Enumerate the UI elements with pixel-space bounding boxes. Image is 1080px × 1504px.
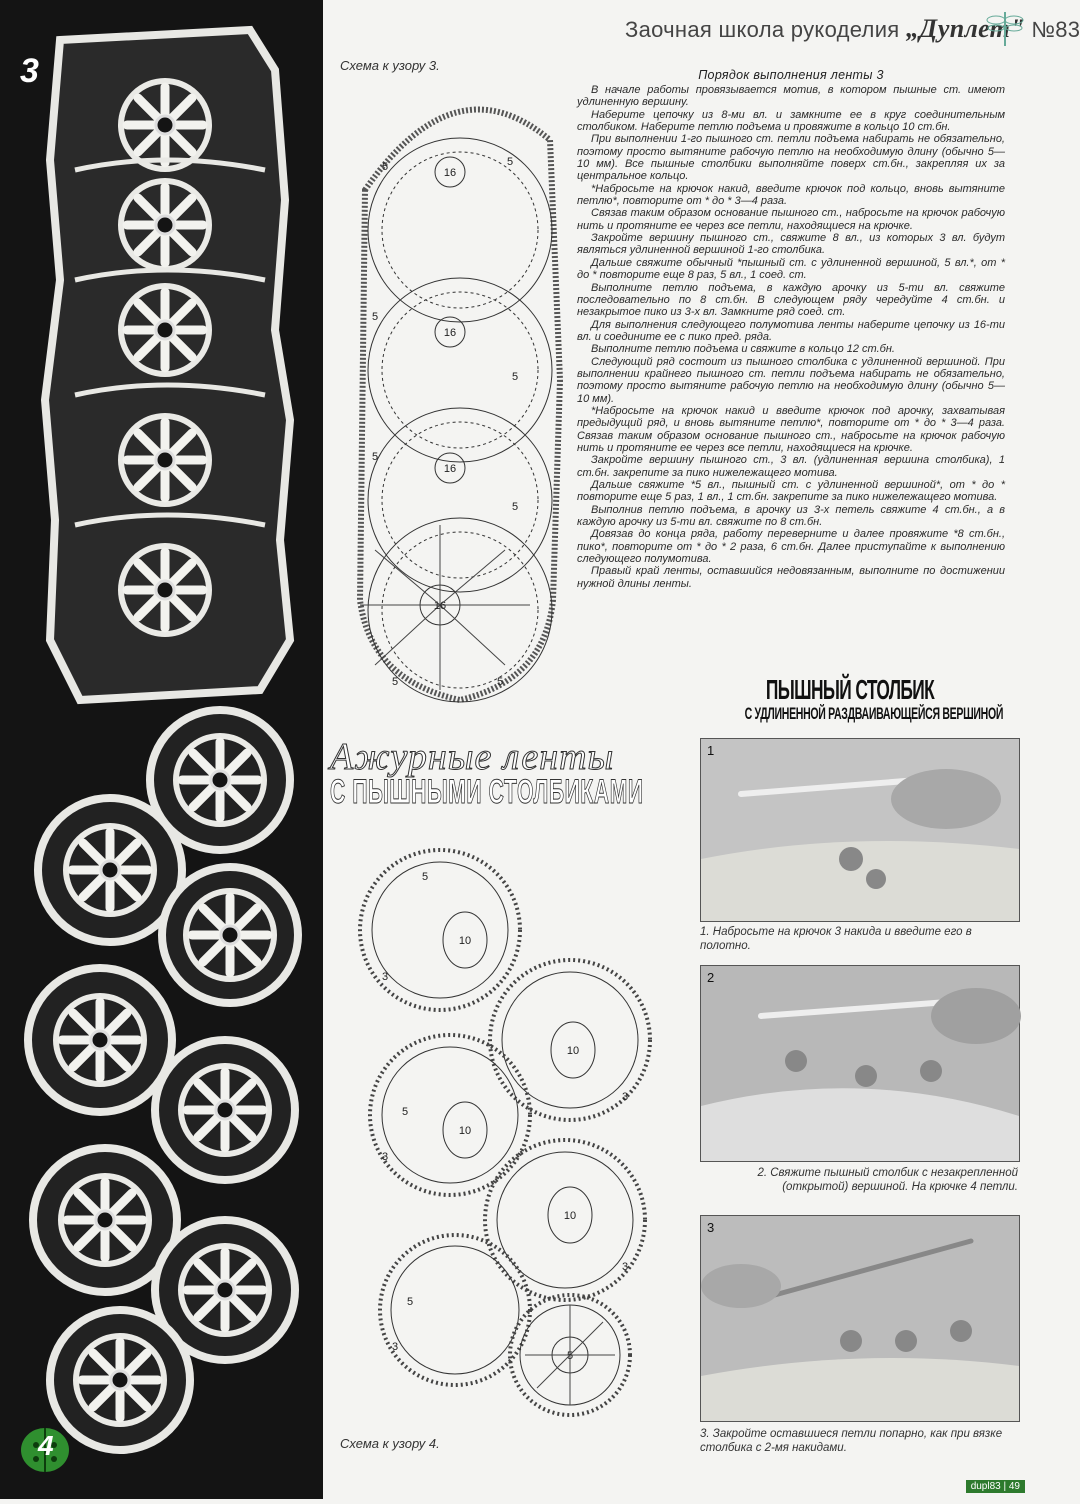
scheme-3-center-2: 16 [443, 327, 457, 339]
step-photo-3 [700, 1215, 1020, 1422]
scheme-3-center-4: 16 [433, 600, 447, 612]
pattern-number-4: 4 [38, 1430, 54, 1461]
scheme-3-center-3: 16 [443, 463, 457, 475]
scheme-4-caption: Схема к узору 4. [340, 1436, 440, 1451]
instr-paragraph: *Набросьте на крючок накид, введите крючок под кольцо, вновь вытяните петлю*, повторите от * до * 3—4 раза. [577, 182, 1005, 208]
scheme-4-small-7: 3 [621, 1261, 629, 1273]
scheme-3-ring-6: 5 [511, 501, 519, 513]
step-photo-2-image [701, 966, 1019, 1161]
step-caption-2: 2. Свяжите пышный столбик с незакрепленной (открытой) вершиной. На крючке 4 петли. [757, 1167, 1018, 1193]
instr-paragraph: Для выполнения следующего полумотива ленты наберите цепочку из 16-ти вл. и соедините ее с пико пред. ряда. [577, 318, 1005, 343]
scheme-3-caption: Схема к узору 3. [340, 58, 440, 73]
scheme-4-small-6: 3 [621, 1091, 629, 1103]
scheme-3-ring-3: 5 [371, 311, 379, 323]
section-title [680, 675, 1020, 723]
scheme-4-center-3: 10 [458, 1125, 472, 1137]
instr-paragraph: Правый край ленты, оставшийся недовязанным, выполните по достижении нужной длины ленты. [577, 565, 1005, 590]
scheme-4-diagram [345, 840, 665, 1425]
step-caption-1: 1. Набросьте на крючок 3 накида и введите его в полотно. [700, 926, 972, 952]
instr-paragraph: Связав таким образом основание пышного ст., набросьте на крючок рабочую нить и протяните ее через все петли, находящиеся на крючке. [577, 207, 1005, 232]
section-title-line1: ПЫШНЫЙ СТОЛБИК [765, 674, 935, 705]
step-caption-3: 3. Закройте оставшиеся петли попарно, как при вязке столбика с 2-мя накидами. [700, 1428, 1003, 1454]
instr-paragraph: Выполнив петлю подъема, в арочку из 3-х петель свяжите 4 ст.бн., а в каждую арочку из 5-ти вл. свяжите по 8 ст.бн. [577, 503, 1005, 529]
scheme-3-ring-2: 5 [506, 156, 514, 168]
scheme-4-small-2: 5 [401, 1106, 409, 1118]
instr-paragraph: Закройте вершину пышного ст., 3 вл. (удлиненная вершина столбика), 1 ст.бн. закрепите за пико нижележащего мотива. [577, 454, 1005, 479]
step-photo-2 [700, 965, 1020, 1162]
instr-paragraph: При выполнении 1-го пышного ст. петли подъема набирать не обязательно, поэтому просто вытяните рабочую петлю на необходимую длину (обычно 5—10 мм). Все пышные столбики выполняйте поверх ст.бн., закрепляя их за центральное кольцо. [577, 133, 1005, 183]
pattern-number-3: 3 [20, 52, 39, 90]
step-photo-3-image [701, 1216, 1019, 1421]
step-number: 1 [707, 743, 715, 758]
page-footer: dupl83 | 49 [966, 1480, 1025, 1493]
scheme-3-diagram [335, 80, 585, 720]
scheme-3-center-1: 16 [443, 167, 457, 179]
scheme-4-small-3: 5 [406, 1296, 414, 1308]
step-number: 2 [707, 970, 715, 985]
scheme-3-ring-1: 5 [381, 161, 389, 173]
scheme-3-ring-7: 5 [391, 676, 399, 688]
scheme-4-center-4: 10 [563, 1210, 577, 1222]
instr-paragraph: Выполните петлю подъема и свяжите в кольцо 12 ст.бн. [591, 343, 895, 356]
header-school: Заочная школа рукоделия [625, 17, 900, 42]
scheme-4-small-1: 5 [421, 871, 429, 883]
instr-paragraph: Дальше свяжите *5 вл., пышный ст. с удлиненной вершиной*, от * до * повторите еще 5 раз, 1 вл., 1 ст.бн. закрепите за пико нижележащего мотива. [577, 479, 1005, 504]
instr-paragraph: Следующий ряд состоит из пышного столбика с удлиненной вершиной. При выполнении крайнего пышного ст. петли подъема набирать не обязательно, поэтому просто вытяните рабочую петлю на необходимую длину (обычно 5—10 мм). [577, 355, 1005, 405]
step-photo-1-image [701, 739, 1019, 921]
scheme-4-center-1: 10 [458, 935, 472, 947]
instr-paragraph: Выполните петлю подъема, в каждую арочку из 5-ти вл. свяжите последовательно по 8 ст.бн. В следующем ряду чередуйте 4 ст.бн. и незакрытое пико из 3-х вл. Замкните ряд соед. ст. [577, 281, 1005, 319]
scheme-4-small-8: 3 [391, 1341, 399, 1353]
instr-paragraph: *Набросьте на крючок накид и введите крючок под арочку, захватывая предыдущий ряд, и вновь вытяните петлю*, повторите от * до * 3—4 раза. Связав таким образом основание пышного ст., набросьте на крючок рабочую нить и протяните ее через все петли, находящиеся на крючке. [577, 404, 1005, 454]
scheme-4-center-5: 5 [566, 1350, 574, 1362]
section-title-line2: С УДЛИНЕННОЙ РАЗДВАИВАЮЩЕЙСЯ ВЕРШИНОЙ [744, 704, 1004, 723]
step-photo-1 [700, 738, 1020, 922]
main-title [330, 735, 695, 812]
instructions-block [577, 68, 1005, 590]
instructions-title: Порядок выполнения ленты 3 [698, 68, 884, 82]
page-header [600, 8, 1080, 48]
scheme-3-ring-4: 5 [371, 451, 379, 463]
scheme-4-small-4: 3 [381, 971, 389, 983]
scheme-3-ring-8: 5 [496, 676, 504, 688]
step-number: 3 [707, 1220, 715, 1235]
main-title-line1: Ажурные ленты [330, 736, 615, 778]
instr-paragraph: Дальше свяжите обычный *пышный ст. с удлиненной вершиной, 5 вл.*, от * до * повторите еще 8 раз, 5 вл., 1 соед. ст. [577, 256, 1005, 282]
lace-photos [0, 0, 323, 1499]
header-brand: „Дуплет" [905, 14, 1025, 43]
instr-paragraph: Наберите цепочку из 8-ми вл. и замкните ее в круг соединительным столбиком. Наберите петлю подъема и провяжите в кольцо 10 ст.бн. [577, 108, 1005, 134]
main-title-line2: С ПЫШНЫМИ СТОЛБИКАМИ [330, 773, 644, 811]
header-issue: №83 [1031, 17, 1080, 42]
instr-paragraph: Закройте вершину пышного ст., свяжите 8 вл., из которых 3 вл. будут являться удлиненной вершиной 1-го столбика. [577, 232, 1005, 257]
dragonfly-icon [985, 8, 1025, 48]
scheme-3-ring-5: 5 [511, 371, 519, 383]
scheme-4-small-5: 3 [381, 1151, 389, 1163]
left-photo-column [0, 0, 323, 1499]
instr-paragraph: В начале работы провязывается мотив, в котором пышные ст. имеют удлиненную вершину. [577, 84, 1005, 109]
instr-paragraph: Довязав до конца ряда, работу переверните и далее провяжите *8 ст.бн., пико*, повторите от * до * 2 раза, 6 ст.бн. Далее приступайте к выполнению следующего полумотива. [577, 528, 1005, 566]
scheme-4-center-2: 10 [566, 1045, 580, 1057]
